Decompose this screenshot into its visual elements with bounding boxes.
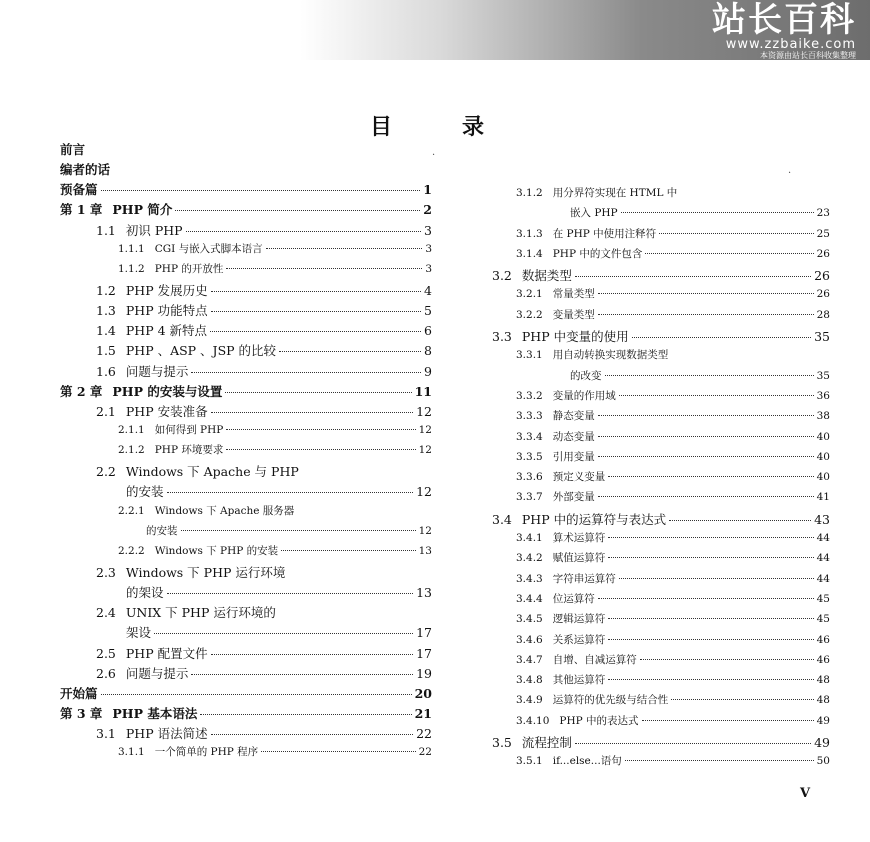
toc-leader-dots [608,618,813,619]
toc-entry-title: 位运算符 [552,592,595,605]
toc-leader-dots [226,449,415,450]
toc-entry-title: UNIX 下 PHP 运行环境的 [125,605,276,621]
toc-entry-number: 3.4.4 [516,592,543,605]
toc-entry [60,341,432,361]
toc-entry-title: PHP 、ASP 、JSP 的比较 [125,343,277,359]
toc-entry-title: PHP 基本语法 [112,705,198,721]
logo-tagline: 本资源由站长百科收集整理 [760,51,856,60]
toc-leader-dots [186,231,421,232]
toc-entry-number: 2.6 [96,665,116,681]
toc-entry [60,180,432,200]
toc-leader-dots [625,760,814,761]
toc-leader-dots [608,679,813,680]
toc-entry-title: 的安装 [126,484,164,500]
toc-entry-title: PHP 功能特点 [125,303,208,319]
toc-entry-title: 自增、自减运算符 [552,653,637,666]
toc-entry [60,321,432,341]
toc-entry [60,261,432,281]
toc-entry-page: 35 [814,329,830,345]
toc-entry-number: 3.2.2 [516,308,543,321]
toc-entry-title: 其他运算符 [552,674,606,687]
toc-leader-dots [671,699,813,700]
toc-entry [60,362,432,382]
toc-entry-page: 40 [816,430,830,443]
toc-entry-number: 2.1 [96,403,116,419]
toc-entry-number: 3.2 [492,268,512,284]
toc-entry-title: 关系运算符 [552,633,606,646]
toc-entry-title: PHP 中的文件包含 [552,247,643,260]
toc-entry-page: 44 [816,532,830,545]
toc-entry-page: 8 [424,343,432,359]
toc-leader-dots [608,639,813,640]
toc-leader-dots [175,210,420,211]
toc-entry-page: 12 [418,444,432,457]
toc-entry-title: 在 PHP 中使用注释符 [552,227,657,240]
page-title: 目录 [370,114,555,140]
toc-entry [480,672,830,692]
scan-speck: · [432,150,436,161]
toc-entry-page: 46 [816,633,830,646]
toc-entry [60,543,432,563]
toc-entry-title: 架设 [126,625,152,641]
toc-entry-title: PHP 配置文件 [125,645,208,661]
toc-entry-title: PHP 发展历史 [125,282,208,298]
toc-entry-number: 3.4 [492,511,512,527]
toc-entry-page: 13 [418,544,432,557]
toc-entry [60,462,432,482]
toc-entry-title: Windows 下 Apache 服务器 [154,504,295,517]
toc-entry-page: 43 [814,511,830,527]
toc-entry [480,185,830,205]
toc-entry-page: 19 [416,665,432,681]
toc-entry-number: 3.3.5 [516,450,543,463]
toc-entry-number: 预备篇 [60,182,98,198]
toc-entry-page: 22 [416,726,432,742]
toc-entry [480,327,830,347]
toc-left-column [60,140,432,764]
toc-entry-number: 3.1 [96,726,116,742]
toc-entry-number: 第 1 章 [60,202,103,218]
toc-leader-dots [181,530,416,531]
toc-entry-number: 3.2.1 [516,288,543,301]
toc-entry [480,368,830,388]
toc-leader-dots [598,456,814,457]
toc-entry [60,221,432,241]
toc-entry-page: 22 [418,746,432,759]
toc-entry-title: 用分界符实现在 HTML 中 [552,187,678,199]
toc-leader-dots [632,337,812,338]
toc-entry [480,246,830,266]
toc-leader-dots [608,537,813,538]
toc-entry-title: PHP 4 新特点 [125,323,208,339]
toc-entry-page: 12 [416,484,432,500]
toc-leader-dots [266,248,423,249]
toc-entry-number: 2.1.2 [118,444,145,457]
toc-entry-title: 预定义变量 [552,471,606,484]
toc-entry [480,713,830,733]
toc-entry-page: 6 [424,323,432,339]
toc-leader-dots [598,496,814,497]
toc-entry-number: 2.5 [96,645,116,661]
logo-text: 站长百科 [712,0,856,40]
toc-leader-dots [598,598,814,599]
toc-entry [480,652,830,672]
toc-entry-page: 2 [423,202,432,218]
toc-leader-dots [211,654,414,655]
toc-entry [480,550,830,570]
toc-entry-page: 45 [816,592,830,605]
toc-entry-number: 开始篇 [60,685,98,701]
toc-entry [480,469,830,489]
toc-entry [480,510,830,530]
toc-entry-title: 初识 PHP [125,222,183,238]
toc-entry [60,523,432,543]
toc-leader-dots [211,734,414,735]
toc-entry-title: PHP 中的运算符与表达式 [521,511,667,527]
toc-entry [60,503,432,523]
toc-entry [480,591,830,611]
site-logo [712,2,856,61]
toc-entry-title: Windows 下 PHP 运行环境 [125,564,286,580]
toc-entry-title: PHP 的安装与设置 [112,383,223,399]
toc-entry-title: 字符串运算符 [552,572,616,585]
toc-entry-page: 44 [816,552,830,565]
toc-leader-dots [642,720,814,721]
toc-entry [60,583,432,603]
toc-entry-title: PHP 简介 [112,202,173,218]
toc-entry-number: 2.2 [96,464,116,480]
toc-entry [60,281,432,301]
toc-entry-page: 38 [816,410,830,423]
toc-entry-page: 5 [424,303,432,319]
toc-entry [60,724,432,744]
toc-entry [60,140,432,160]
toc-entry-title: Windows 下 PHP 的安装 [154,544,279,557]
toc-entry-number: 编者的话 [60,162,111,178]
toc-leader-dots [598,314,814,315]
toc-leader-dots [211,311,421,312]
toc-entry-number: 2.2.2 [118,544,145,557]
toc-entry [60,664,432,684]
toc-entry-page: 1 [423,182,432,198]
toc-entry-title: CGI 与嵌入式脚本语言 [154,242,263,255]
toc-entry-page: 3 [425,262,432,275]
toc-entry [60,744,432,764]
toc-entry-title: 赋值运算符 [552,552,606,565]
toc-leader-dots [619,578,814,579]
toc-entry [60,442,432,462]
toc-entry-title: PHP 的开放性 [154,262,224,275]
toc-leader-dots [598,436,814,437]
toc-right-column [480,185,830,774]
toc-entry-number: 3.4.5 [516,613,543,626]
toc-entry [60,704,432,724]
toc-entry-title: 如何得到 PHP [154,423,224,436]
toc-entry [480,692,830,712]
toc-entry-page: 12 [418,524,432,537]
toc-entry-number: 3.4.1 [516,532,543,545]
toc-entry-number: 3.3.6 [516,471,543,484]
toc-entry-page: 12 [416,403,432,419]
toc-entry-title: 静态变量 [552,410,595,423]
toc-entry-number: 3.3 [492,329,512,345]
toc-entry-page: 9 [424,363,432,379]
toc-entry-title: PHP 安装准备 [125,403,208,419]
toc-entry-number: 3.4.10 [516,714,550,727]
toc-entry-title: 常量类型 [552,288,595,301]
toc-entry-title: PHP 环境要求 [154,444,224,457]
toc-entry-number: 2.2.1 [118,504,145,517]
toc-entry-page: 36 [816,389,830,402]
toc-entry-title: PHP 中的表达式 [559,714,639,727]
toc-leader-dots [621,212,814,213]
toc-entry-title: 数据类型 [521,268,572,284]
toc-leader-dots [261,751,415,752]
toc-entry [60,644,432,664]
toc-entry [480,347,830,367]
toc-entry-title: if...else...语句 [552,755,622,768]
toc-entry-number: 1.4 [96,323,116,339]
toc-leader-dots [279,351,421,352]
toc-leader-dots [619,395,814,396]
toc-entry-page: 28 [816,308,830,321]
toc-entry [480,632,830,652]
toc-entry-title: 逻辑运算符 [552,613,606,626]
toc-entry [480,733,830,753]
toc-entry [480,307,830,327]
toc-entry-number: 2.1.1 [118,423,145,436]
toc-leader-dots [605,375,814,376]
toc-entry-title: 问题与提示 [125,665,189,681]
toc-entry-page: 13 [416,585,432,601]
toc-entry [60,382,432,402]
toc-entry-number: 3.1.4 [516,247,543,260]
toc-entry-number: 1.3 [96,303,116,319]
toc-entry [480,429,830,449]
toc-entry-number: 2.4 [96,605,116,621]
logo-url: www.zzbaike.com [725,37,856,52]
toc-entry-page: 48 [816,674,830,687]
toc-entry-number: 3.4.9 [516,694,543,707]
toc-entry-title: 一个简单的 PHP 程序 [154,746,259,759]
toc-entry-number: 1.6 [96,363,116,379]
toc-entry [60,200,432,220]
toc-leader-dots [598,415,814,416]
toc-entry-page: 44 [816,572,830,585]
toc-entry-title: 用自动转换实现数据类型 [552,349,669,362]
toc-entry [60,563,432,583]
toc-entry-page: 20 [414,685,432,701]
page-number: V [800,786,811,801]
toc-entry-number: 1.1.2 [118,262,145,275]
toc-entry [60,603,432,623]
toc-entry-title: 的架设 [126,585,164,601]
toc-entry [480,530,830,550]
toc-entry-number: 3.1.1 [118,746,145,759]
toc-entry-page: 26 [814,268,830,284]
toc-entry-number: 3.5.1 [516,755,543,768]
toc-entry-number: 3.1.2 [516,187,543,199]
toc-entry-page: 17 [416,645,432,661]
toc-leader-dots [191,372,421,373]
toc-entry-title: 运算符的优先级与结合性 [552,694,669,707]
toc-entry-page: 40 [816,471,830,484]
toc-entry-number: 3.4.6 [516,633,543,646]
toc-entry [60,241,432,261]
header-banner [300,0,870,60]
toc-entry-title: Windows 下 Apache 与 PHP [125,464,299,480]
toc-leader-dots [210,331,421,332]
toc-leader-dots [575,276,811,277]
toc-entry-page: 41 [816,491,830,504]
toc-entry-title: 算术运算符 [552,532,606,545]
toc-leader-dots [211,412,414,413]
toc-entry-title: 问题与提示 [125,363,189,379]
toc-entry-page: 12 [418,423,432,436]
toc-entry [60,422,432,442]
toc-entry-page: 49 [816,714,830,727]
toc-entry-page: 17 [416,625,432,641]
toc-entry-page: 35 [816,369,830,382]
toc-entry-number: 1.1.1 [118,242,145,255]
toc-leader-dots [608,476,813,477]
toc-entry [480,205,830,225]
toc-leader-dots [575,743,811,744]
toc-entry-page: 49 [814,735,830,751]
toc-entry [60,684,432,704]
toc-entry-page: 48 [816,694,830,707]
toc-leader-dots [598,293,814,294]
toc-entry-title: 引用变量 [552,450,595,463]
toc-entry-number: 3.4.3 [516,572,543,585]
toc-entry-number: 1.2 [96,282,116,298]
toc-entry-number: 3.4.8 [516,674,543,687]
toc-entry-title: 的安装 [146,524,178,537]
toc-leader-dots [669,520,811,521]
toc-entry [480,489,830,509]
toc-entry-title: PHP 中变量的使用 [521,329,629,345]
toc-entry [480,408,830,428]
toc-entry-number: 1.1 [96,222,116,238]
toc-entry-page: 11 [414,383,432,399]
toc-entry [480,388,830,408]
toc-entry [480,571,830,591]
toc-leader-dots [191,674,413,675]
toc-entry-page: 26 [816,288,830,301]
toc-entry [60,623,432,643]
toc-entry [60,301,432,321]
toc-leader-dots [645,253,813,254]
toc-entry-title: 嵌入 PHP [570,207,618,220]
toc-entry [480,449,830,469]
toc-entry-number: 3.1.3 [516,227,543,240]
toc-entry-number: 3.5 [492,735,512,751]
toc-leader-dots [640,659,814,660]
toc-entry-title: PHP 语法简述 [125,726,208,742]
toc-entry-number: 3.3.3 [516,410,543,423]
toc-entry [60,482,432,502]
toc-entry-page: 3 [425,242,432,255]
toc-entry-number: 2.3 [96,564,116,580]
toc-entry [480,266,830,286]
toc-entry-title: 动态变量 [552,430,595,443]
toc-entry-page: 40 [816,450,830,463]
toc-entry-title: 变量的作用域 [552,389,616,402]
toc-leader-dots [200,714,411,715]
toc-entry [480,286,830,306]
toc-entry [60,402,432,422]
toc-leader-dots [154,633,413,634]
toc-leader-dots [211,291,421,292]
toc-entry-title: 变量类型 [552,308,595,321]
toc-entry-page: 26 [816,247,830,260]
toc-entry-page: 23 [816,207,830,220]
toc-leader-dots [101,694,412,695]
toc-leader-dots [101,190,421,191]
toc-entry-page: 50 [816,755,830,768]
toc-leader-dots [659,233,813,234]
toc-entry-number: 3.4.7 [516,653,543,666]
toc-entry [480,226,830,246]
toc-entry [60,160,432,180]
toc-leader-dots [226,268,422,269]
toc-leader-dots [225,392,411,393]
toc-entry-number: 第 3 章 [60,705,103,721]
toc-leader-dots [226,429,415,430]
toc-entry-title: 流程控制 [521,735,572,751]
toc-entry-number: 3.3.1 [516,349,543,362]
toc-entry-page: 46 [816,653,830,666]
toc-entry-number: 第 2 章 [60,383,103,399]
toc-entry [480,611,830,631]
toc-entry-title: 的改变 [570,369,602,382]
toc-entry-page: 45 [816,613,830,626]
toc-leader-dots [281,550,415,551]
toc-entry-number: 3.3.7 [516,491,543,504]
toc-entry-number: 前言 [60,142,86,157]
toc-entry-number: 3.4.2 [516,552,543,565]
toc-entry-page: 3 [424,222,432,238]
toc-entry-title: 外部变量 [552,491,595,504]
scan-speck: · [788,168,792,179]
toc-entry-number: 3.3.4 [516,430,543,443]
toc-entry-number: 3.3.2 [516,389,543,402]
toc-entry [480,753,830,773]
toc-entry-page: 25 [816,227,830,240]
toc-leader-dots [167,492,414,493]
toc-leader-dots [608,557,813,558]
toc-entry-number: 1.5 [96,343,116,359]
toc-leader-dots [167,593,414,594]
toc-entry-page: 21 [414,705,432,721]
toc-entry-page: 4 [424,282,432,298]
